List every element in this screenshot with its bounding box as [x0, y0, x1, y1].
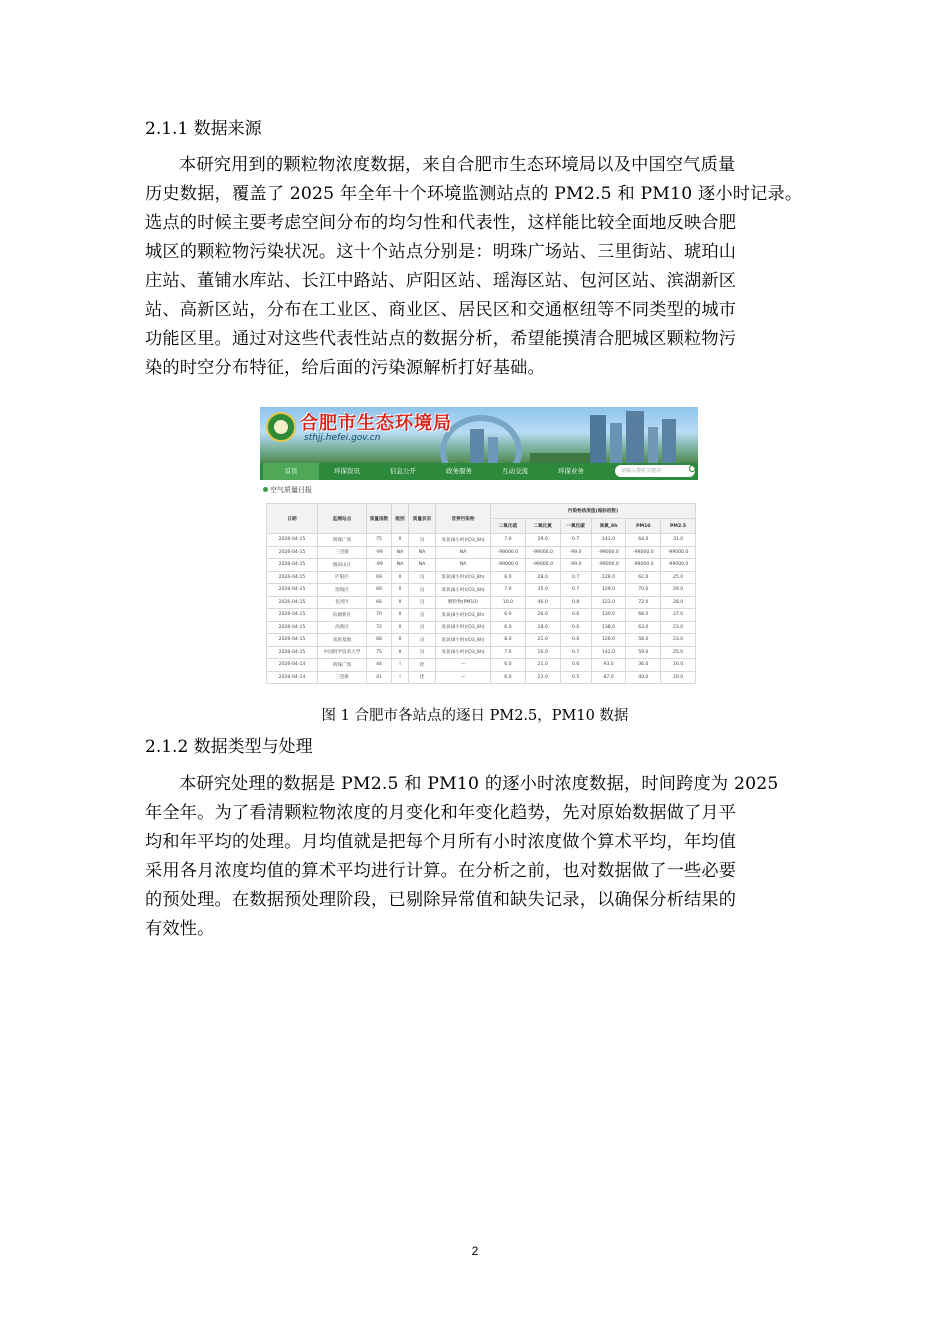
- table-cell: 23.0: [661, 621, 696, 634]
- table-cell: 颗粒物(PM10): [436, 596, 491, 609]
- table-cell: 25.0: [661, 571, 696, 584]
- table-cell: 123.0: [591, 596, 626, 609]
- table-cell: 三里街: [318, 671, 367, 684]
- table-subheader: 一氧化碳: [560, 519, 591, 534]
- table-cell: 2026-04-15: [267, 621, 318, 634]
- table-cell: 0.5: [560, 671, 591, 684]
- table-cell: 臭氧(8小时)(O3_8h): [436, 609, 491, 622]
- table-cell: 70.0: [626, 584, 661, 597]
- table-cell: 0.6: [560, 609, 591, 622]
- table-cell: 臭氧(8小时)(O3_8h): [436, 646, 491, 659]
- table-cell: 良: [409, 621, 436, 634]
- table-cell: 0.7: [560, 571, 591, 584]
- table-cell: 臭氧(8小时)(O3_8h): [436, 584, 491, 597]
- site-url: sthjj.hefei.gov.cn: [304, 433, 381, 443]
- table-cell: -99: [367, 546, 392, 559]
- table-cell: 良: [409, 584, 436, 597]
- table-cell: I: [392, 659, 409, 672]
- paragraph-data-processing: [145, 770, 805, 944]
- table-row: [267, 559, 696, 572]
- table-subheader: 二氧化氮: [525, 519, 560, 534]
- table-cell: 10.0: [491, 596, 526, 609]
- table-cell: -99000.0: [591, 559, 626, 572]
- paragraph-line: 年全年。为了看清颗粒物浓度的月变化和年变化趋势，先对原始数据做了月平: [145, 803, 737, 823]
- table-cell: 87.0: [591, 671, 626, 684]
- table-cell: 128.0: [591, 571, 626, 584]
- table-cell: -99.0: [560, 546, 591, 559]
- table-cell: -99.0: [560, 559, 591, 572]
- table-cell: 包河区: [318, 596, 367, 609]
- table-cell: 41: [367, 671, 392, 684]
- table-cell: 58.0: [626, 634, 661, 647]
- table-cell: II: [392, 534, 409, 547]
- table-cell: 三里街: [318, 546, 367, 559]
- figure-caption: 图 1 合肥市各站点的逐日 PM2.5，PM10 数据: [321, 708, 629, 724]
- table-cell: 69: [367, 571, 392, 584]
- table-cell: 臭氧(8小时)(O3_8h): [436, 534, 491, 547]
- search-input[interactable]: 请输入搜索关键词: [615, 465, 695, 477]
- table-row: [267, 609, 696, 622]
- table-cell: 25.0: [661, 646, 696, 659]
- table-cell: II: [392, 634, 409, 647]
- table-cell: 16.0: [661, 659, 696, 672]
- table-cell: 68.0: [626, 609, 661, 622]
- table-row: [267, 621, 696, 634]
- table-cell: 62.0: [626, 571, 661, 584]
- table-cell: 63.0: [626, 621, 661, 634]
- table-cell: 26.0: [525, 609, 560, 622]
- table-cell: 优: [409, 671, 436, 684]
- table-cell: 优: [409, 659, 436, 672]
- table-cell: —: [436, 659, 491, 672]
- table-cell: 7.0: [491, 646, 526, 659]
- table-cell: 臭氧(8小时)(O3_8h): [436, 571, 491, 584]
- table-cell: 高新区: [318, 621, 367, 634]
- paragraph-line: 均和年平均的处理。月均值就是把每个月所有小时浓度做个算术平均，年均值: [145, 832, 737, 852]
- table-header: 监测站点: [318, 504, 367, 534]
- table-cell: -99000.0: [661, 546, 696, 559]
- paragraph-line: 庄站、董铺水库站、长江中路站、庐阳区站、瑶海区站、包河区站、滨湖新区: [145, 271, 737, 291]
- table-cell: 21.0: [525, 659, 560, 672]
- nav-item-interaction[interactable]: 互动交流: [502, 467, 528, 475]
- bureau-emblem-icon: [266, 412, 296, 442]
- table-cell: 59.0: [626, 646, 661, 659]
- table-cell: 64.0: [626, 534, 661, 547]
- search-icon[interactable]: [689, 465, 696, 472]
- table-cell: 2026-04-14: [267, 671, 318, 684]
- table-cell: NA: [409, 546, 436, 559]
- section-heading-data-source: 2.1.1 数据来源: [145, 119, 262, 139]
- table-cell: 93.0: [591, 659, 626, 672]
- table-cell: 2026-04-15: [267, 559, 318, 572]
- table-cell: NA: [392, 559, 409, 572]
- table-cell: 129.0: [591, 584, 626, 597]
- table-cell: 31.0: [661, 534, 696, 547]
- table-cell: 高新基地: [318, 634, 367, 647]
- table-cell: 20.0: [661, 671, 696, 684]
- table-row: [267, 646, 696, 659]
- table-cell: 0.7: [560, 584, 591, 597]
- table-cell: 28.0: [525, 571, 560, 584]
- table-cell: 0.7: [560, 646, 591, 659]
- table-cell: 7.0: [491, 584, 526, 597]
- table-cell: 明珠广场: [318, 534, 367, 547]
- table-cell: 0.6: [560, 621, 591, 634]
- table-header: 日期: [267, 504, 318, 534]
- table-cell: 琥珀山庄: [318, 559, 367, 572]
- table-cell: 0.6: [560, 634, 591, 647]
- paragraph-line: 本研究处理的数据是 PM2.5 和 PM10 的逐小时浓度数据，时间跨度为 2025: [179, 774, 779, 794]
- table-cell: 22.0: [525, 671, 560, 684]
- paragraph-line: 站、高新区站，分布在工业区、商业区、居民区和交通枢纽等不同类型的城市: [145, 300, 737, 320]
- table-cell: 良: [409, 596, 436, 609]
- table-cell: 27.0: [661, 609, 696, 622]
- table-cell: 7.0: [491, 534, 526, 547]
- table-row: [267, 596, 696, 609]
- table-cell: I: [392, 671, 409, 684]
- nav-item-disclosure[interactable]: 信息公开: [390, 467, 416, 475]
- table-cell: 75: [367, 646, 392, 659]
- paragraph-line: 有效性。: [145, 919, 215, 939]
- table-cell: 72: [367, 621, 392, 634]
- table-cell: 臭氧(8小时)(O3_8h): [436, 621, 491, 634]
- table-cell: -99: [367, 559, 392, 572]
- table-cell: 6.0: [491, 621, 526, 634]
- paragraph-line: 选点的时候主要考虑空间分布的均匀性和代表性，这样能比较全面地反映合肥: [145, 213, 737, 233]
- table-cell: 40.0: [626, 671, 661, 684]
- table-row: [267, 534, 696, 547]
- table-cell: 0.8: [560, 596, 591, 609]
- site-banner: [260, 407, 698, 463]
- table-cell: 6.0: [491, 609, 526, 622]
- table-cell: NA: [436, 546, 491, 559]
- paragraph-data-source: [145, 151, 805, 383]
- table-header: 质量状况: [409, 504, 436, 534]
- table-cell: 8.0: [491, 634, 526, 647]
- table-cell: 6.0: [491, 659, 526, 672]
- site-title: 合肥市生态环境局: [300, 413, 452, 434]
- table-cell: II: [392, 646, 409, 659]
- table-cell: 75: [367, 534, 392, 547]
- paragraph-line: 采用各月浓度均值的算术平均进行计算。在分析之前，也对数据做了一些必要: [145, 861, 737, 881]
- table-cell: 66: [367, 596, 392, 609]
- table-cell: -99000.0: [591, 546, 626, 559]
- table-cell: -99000.0: [661, 559, 696, 572]
- table-cell: —: [436, 671, 491, 684]
- table-cell: 126.0: [591, 634, 626, 647]
- table-row: [267, 546, 696, 559]
- nav-item-services[interactable]: 政务服务: [446, 467, 472, 475]
- figure-website-screenshot: [260, 407, 698, 687]
- page-number: 2: [471, 1244, 479, 1258]
- table-cell: -99000.0: [525, 559, 560, 572]
- table-row: [267, 671, 696, 684]
- table-cell: NA: [409, 559, 436, 572]
- table-cell: 滨湖新区: [318, 609, 367, 622]
- nav-item-business[interactable]: 环保业务: [558, 467, 584, 475]
- table-cell: 2026-04-15: [267, 609, 318, 622]
- table-cell: II: [392, 609, 409, 622]
- table-cell: II: [392, 596, 409, 609]
- section-heading-data-processing: 2.1.2 数据类型与处理: [145, 737, 313, 757]
- table-cell: 18.0: [525, 621, 560, 634]
- table-cell: 2026-04-15: [267, 534, 318, 547]
- paragraph-line: 历史数据，覆盖了 2025 年全年十个环境监测站点的 PM2.5 和 PM10 逐小时记录。: [145, 184, 803, 204]
- report-subtitle: [260, 480, 698, 500]
- table-cell: 2026-04-15: [267, 546, 318, 559]
- paragraph-line: 的预处理。在数据预处理阶段，已剔除异常值和缺失记录，以确保分析结果的: [145, 890, 737, 910]
- table-cell: 21.0: [525, 634, 560, 647]
- site-nav: [260, 463, 698, 480]
- table-cell: 瑶海区: [318, 584, 367, 597]
- table-cell: 130.0: [591, 609, 626, 622]
- table-cell: NA: [436, 559, 491, 572]
- table-cell: 良: [409, 609, 436, 622]
- report-subtitle-text: 空气质量日报: [270, 486, 312, 494]
- table-cell: -99000.0: [491, 559, 526, 572]
- table-cell: 6.0: [491, 571, 526, 584]
- table-cell: 0.7: [560, 534, 591, 547]
- table-cell: 23.0: [661, 634, 696, 647]
- table-cell: 68: [367, 634, 392, 647]
- table-cell: 6.0: [491, 671, 526, 684]
- table-cell: 良: [409, 646, 436, 659]
- table-subheader: 二氧化硫: [491, 519, 526, 534]
- table-cell: 2026-04-15: [267, 596, 318, 609]
- table-cell: NA: [392, 546, 409, 559]
- table-cell: 36.0: [626, 659, 661, 672]
- table-cell: 16.0: [525, 646, 560, 659]
- table-cell: 70: [367, 609, 392, 622]
- table-cell: 143.0: [591, 534, 626, 547]
- table-subheader: PM2.5: [661, 519, 696, 534]
- table-header: 质量指数: [367, 504, 392, 534]
- table-cell: 2026-04-15: [267, 584, 318, 597]
- table-cell: 69: [367, 584, 392, 597]
- table-row: [267, 634, 696, 647]
- table-cell: -99000.0: [626, 559, 661, 572]
- air-quality-table: [266, 503, 696, 684]
- table-cell: 44: [367, 659, 392, 672]
- table-cell: 28.0: [661, 596, 696, 609]
- table-cell: II: [392, 621, 409, 634]
- table-cell: 庐阳区: [318, 571, 367, 584]
- table-cell: 明珠广场: [318, 659, 367, 672]
- table-header: 首要污染物: [436, 504, 491, 534]
- table-cell: -99000.0: [626, 546, 661, 559]
- table-cell: 0.6: [560, 659, 591, 672]
- table-row: [267, 571, 696, 584]
- paragraph-line: 本研究用到的颗粒物浓度数据，来自合肥市生态环境局以及中国空气质量: [179, 155, 736, 175]
- table-cell: 29.0: [525, 534, 560, 547]
- table-group-header: 污染物浓度值(超标倍数): [491, 504, 696, 519]
- table-cell: 35.0: [525, 584, 560, 597]
- table-cell: II: [392, 584, 409, 597]
- table-cell: 29.0: [661, 584, 696, 597]
- table-cell: 2026-04-15: [267, 571, 318, 584]
- paragraph-line: 城区的颗粒物污染状况。这十个站点分别是：明珠广场站、三里街站、琥珀山: [145, 242, 737, 262]
- table-cell: 良: [409, 634, 436, 647]
- table-cell: 臭氧(8小时)(O3_8h): [436, 634, 491, 647]
- table-row: [267, 659, 696, 672]
- table-header: 级别: [392, 504, 409, 534]
- table-cell: 142.0: [591, 646, 626, 659]
- nav-item-news[interactable]: 环保资讯: [334, 467, 360, 475]
- table-cell: 2026-04-14: [267, 659, 318, 672]
- table-cell: II: [392, 571, 409, 584]
- table-subheader: PM10: [626, 519, 661, 534]
- table-cell: 138.0: [591, 621, 626, 634]
- table-cell: 良: [409, 534, 436, 547]
- nav-item-home[interactable]: 首页: [263, 463, 319, 480]
- table-cell: 72.0: [626, 596, 661, 609]
- paragraph-line: 染的时空分布特征，给后面的污染源解析打好基础。: [145, 358, 545, 378]
- table-subheader: 臭氧_8h: [591, 519, 626, 534]
- table-cell: -99000.0: [491, 546, 526, 559]
- paragraph-line: 功能区里。通过对这些代表性站点的数据分析，希望能摸清合肥城区颗粒物污: [145, 329, 737, 349]
- table-cell: 46.0: [525, 596, 560, 609]
- table-cell: -99000.0: [525, 546, 560, 559]
- table-cell: 2026-04-15: [267, 646, 318, 659]
- table-cell: 良: [409, 571, 436, 584]
- table-cell: 中国科学技术大学: [318, 646, 367, 659]
- table-row: [267, 584, 696, 597]
- bullet-icon: [263, 487, 268, 492]
- table-cell: 2026-04-15: [267, 634, 318, 647]
